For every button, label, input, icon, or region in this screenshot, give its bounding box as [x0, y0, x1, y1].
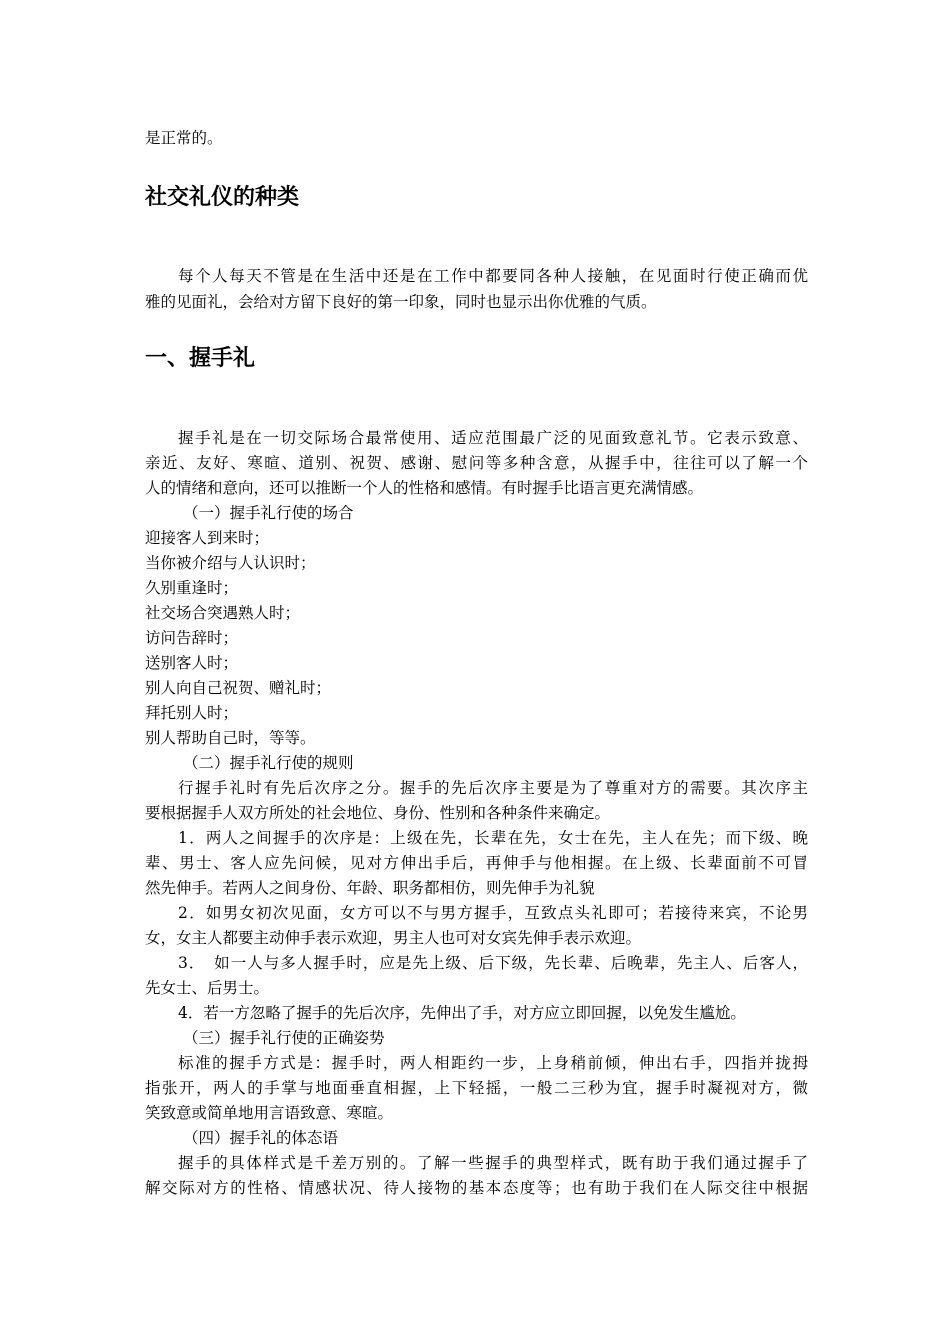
body-language-paragraph-line: 解交际对方的性格、情感状况、待人接物的基本态度等；也有助于我们在人际交往中根据 — [145, 1179, 808, 1197]
handshake-paragraph-line: 人的情绪和意向，还可以推断一个人的性格和感情。有时握手比语言更充满情感。 — [145, 479, 704, 497]
rule-1-line: 辈、男士、客人应先问候，见对方伸出手后，再伸手与他相握。在上级、长辈面前不可冒 — [145, 854, 808, 872]
body-language-paragraph-line: 握手的具体样式是千差万别的。了解一些握手的典型样式，既有助于我们通过握手了 — [178, 1154, 808, 1172]
occasion-item: 访问告辞时； — [145, 629, 239, 647]
rules-paragraph-line: 行握手礼时有先后次序之分。握手的先后次序主要是为了尊重对方的需要。其次序主 — [178, 779, 808, 797]
posture-paragraph-line: 指张开，两人的手掌与地面垂直相握，上下轻摇，一般二三秒为宜，握手时凝视对方，微 — [145, 1079, 808, 1097]
occasion-item: 社交场合突遇熟人时； — [145, 604, 301, 622]
subheading-posture: （三）握手礼行使的正确姿势 — [183, 1029, 385, 1047]
handshake-paragraph-line: 握手礼是在一切交际场合最常使用、适应范围最广泛的见面致意礼节。它表示致意、 — [178, 429, 808, 447]
intro-paragraph-line: 每个人每天不管是在生活中还是在工作中都要同各种人接触，在见面时行使正确而优 — [178, 267, 808, 285]
rule-1-line: 1．两人之间握手的次序是：上级在先，长辈在先，女士在先，主人在先；而下级、晚 — [178, 829, 808, 847]
rule-1-line: 然先伸手。若两人之间身份、年龄、职务都相仿，则先伸手为礼貌 — [145, 879, 595, 897]
subheading-occasions: （一）握手礼行使的场合 — [183, 504, 354, 522]
section-heading-etiquette-types: 社交礼仪的种类 — [145, 185, 300, 210]
occasion-item: 别人帮助自己时，等等。 — [145, 729, 316, 747]
rule-3-line: 3． 如一人与多人握手时，应是先上级、后下级，先长辈、后晚辈，先主人、后客人， — [178, 954, 808, 972]
occasion-item: 送别客人时； — [145, 654, 239, 672]
intro-paragraph-line: 雅的见面礼，会给对方留下良好的第一印象，同时也显示出你优雅的气质。 — [145, 293, 657, 311]
occasion-item: 拜托别人时； — [145, 704, 239, 722]
continuation-text: 是正常的。 — [145, 129, 223, 147]
occasion-item: 久别重逢时； — [145, 579, 239, 597]
rule-4-line: 4．若一方忽略了握手的先后次序，先伸出了手，对方应立即回握，以免发生尴尬。 — [178, 1004, 746, 1022]
occasion-item: 别人向自己祝贺、赠礼时； — [145, 679, 332, 697]
occasion-item: 当你被介绍与人认识时； — [145, 554, 316, 572]
occasion-item: 迎接客人到来时； — [145, 529, 270, 547]
rule-3-line: 先女士、后男士。 — [145, 979, 270, 997]
rules-paragraph-line: 要根据握手人双方所处的社会地位、身份、性别和各种条件来确定。 — [145, 804, 611, 822]
rule-2-line: 2．如男女初次见面，女方可以不与男方握手，互致点头礼即可；若接待来宾，不论男 — [178, 904, 808, 922]
posture-paragraph-line: 标准的握手方式是：握手时，两人相距约一步，上身稍前倾，伸出右手，四指并拢拇 — [178, 1054, 808, 1072]
subheading-body-language: （四）握手礼的体态语 — [183, 1129, 339, 1147]
handshake-paragraph-line: 亲近、友好、寒暄、道别、祝贺、感谢、慰问等多种含意，从握手中，往往可以了解一个 — [145, 454, 808, 472]
subheading-rules: （二）握手礼行使的规则 — [183, 754, 354, 772]
section-heading-handshake: 一、握手礼 — [145, 346, 256, 371]
posture-paragraph-line: 笑致意或简单地用言语致意、寒暄。 — [145, 1104, 394, 1122]
rule-2-line: 女，女主人都要主动伸手表示欢迎，男主人也可对女宾先伸手表示欢迎。 — [145, 929, 642, 947]
